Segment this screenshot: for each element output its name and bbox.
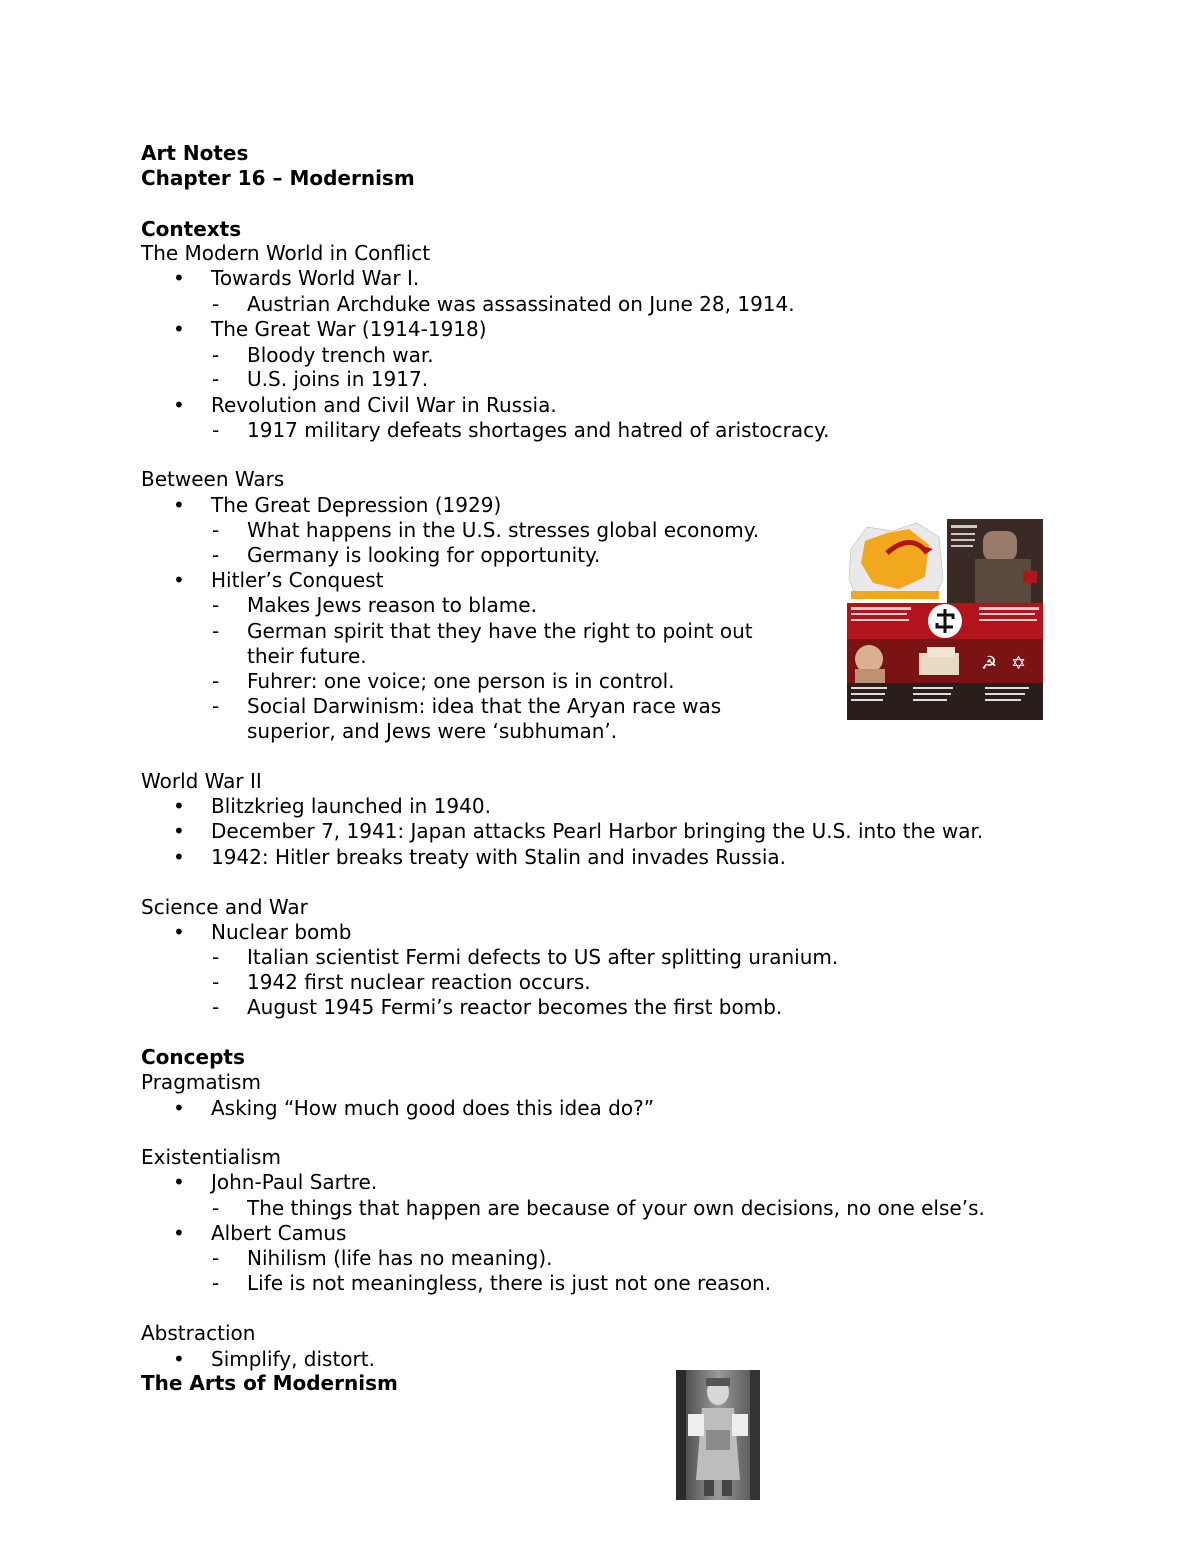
bullet-glyph: • [173,393,185,417]
dash-glyph: - [212,970,220,994]
dash-glyph: - [212,543,220,567]
sub-list-item: The things that happen are because of your own decisions, no one else’s. [247,1196,985,1220]
list-item: Blitzkrieg launched in 1940. [211,794,491,818]
bullet-glyph: • [173,819,185,843]
bullet-glyph: • [173,568,185,592]
bullet-glyph: • [173,794,185,818]
sub-list-item-continued: their future. [247,644,367,668]
subheading-abstraction: Abstraction [141,1321,256,1345]
dash-glyph: - [212,1246,220,1270]
bullet-glyph: • [173,266,185,290]
sub-list-item: Social Darwinism: idea that the Aryan race was [247,694,722,718]
dash-glyph: - [212,518,220,542]
bullet-glyph: • [173,845,185,869]
bullet-glyph: • [173,317,185,341]
dash-glyph: - [212,292,220,316]
list-item: Albert Camus [211,1221,347,1245]
list-item: December 7, 1941: Japan attacks Pearl Harbor bringing the U.S. into the war. [211,819,984,843]
sub-list-item: 1917 military defeats shortages and hatred of aristocracy. [247,418,830,442]
dash-glyph: - [212,995,220,1019]
sub-list-item-continued: superior, and Jews were ‘subhuman’. [247,719,618,743]
sub-list-item: German spirit that they have the right to point out [247,619,753,643]
sub-list-item: Makes Jews reason to blame. [247,593,537,617]
svg-text:☭: ☭ [981,653,998,674]
subheading-modern-world: The Modern World in Conflict [141,241,431,265]
list-item: Asking “How much good does this idea do?” [211,1096,655,1120]
bullet-glyph: • [173,1221,185,1245]
bullet-glyph: • [173,1096,185,1120]
sub-list-item: August 1945 Fermi’s reactor becomes the first bomb. [247,995,783,1019]
subheading-ww2: World War II [141,769,262,793]
dash-glyph: - [212,343,220,367]
doc-subtitle: Chapter 16 – Modernism [141,166,415,190]
dash-glyph: - [212,1271,220,1295]
list-item: Revolution and Civil War in Russia. [211,393,557,417]
list-item: John-Paul Sartre. [211,1170,378,1194]
sub-list-item: What happens in the U.S. stresses global economy. [247,518,760,542]
dash-glyph: - [212,945,220,969]
dash-glyph: - [212,418,220,442]
section-heading-concepts: Concepts [141,1045,245,1069]
bullet-glyph: • [173,1347,185,1371]
svg-text:✡: ✡ [1011,653,1027,674]
section-heading-arts: The Arts of Modernism [141,1371,398,1395]
dash-glyph: - [212,669,220,693]
bullet-glyph: • [173,920,185,944]
infographic-image [847,519,1043,720]
sub-list-item: Life is not meaningless, there is just not one reason. [247,1271,772,1295]
sub-list-item: Fuhrer: one voice; one person is in control. [247,669,675,693]
section-heading-contexts: Contexts [141,217,242,241]
doc-title: Art Notes [141,141,249,165]
dash-glyph: - [212,593,220,617]
bullet-glyph: • [173,493,185,517]
list-item: Towards World War I. [211,266,420,290]
sub-list-item: Bloody trench war. [247,343,434,367]
list-item: The Great Depression (1929) [211,493,502,517]
sub-list-item: Nihilism (life has no meaning). [247,1246,553,1270]
dash-glyph: - [212,619,220,643]
dash-glyph: - [212,367,220,391]
subheading-existentialism: Existentialism [141,1145,281,1169]
list-item: The Great War (1914-1918) [211,317,487,341]
sub-list-item: Italian scientist Fermi defects to US after splitting uranium. [247,945,839,969]
list-item: Nuclear bomb [211,920,352,944]
subheading-science: Science and War [141,895,308,919]
dash-glyph: - [212,694,220,718]
bullet-glyph: • [173,1170,185,1194]
list-item: 1942: Hitler breaks treaty with Stalin and invades Russia. [211,845,786,869]
dash-glyph: - [212,1196,220,1220]
bw-photo-image [676,1370,760,1500]
sub-list-item: 1942 first nuclear reaction occurs. [247,970,591,994]
list-item: Hitler’s Conquest [211,568,384,592]
list-item: Simplify, distort. [211,1347,375,1371]
subheading-pragmatism: Pragmatism [141,1070,261,1094]
subheading-between-wars: Between Wars [141,467,285,491]
sub-list-item: U.S. joins in 1917. [247,367,429,391]
sub-list-item: Germany is looking for opportunity. [247,543,601,567]
sub-list-item: Austrian Archduke was assassinated on June 28, 1914. [247,292,795,316]
